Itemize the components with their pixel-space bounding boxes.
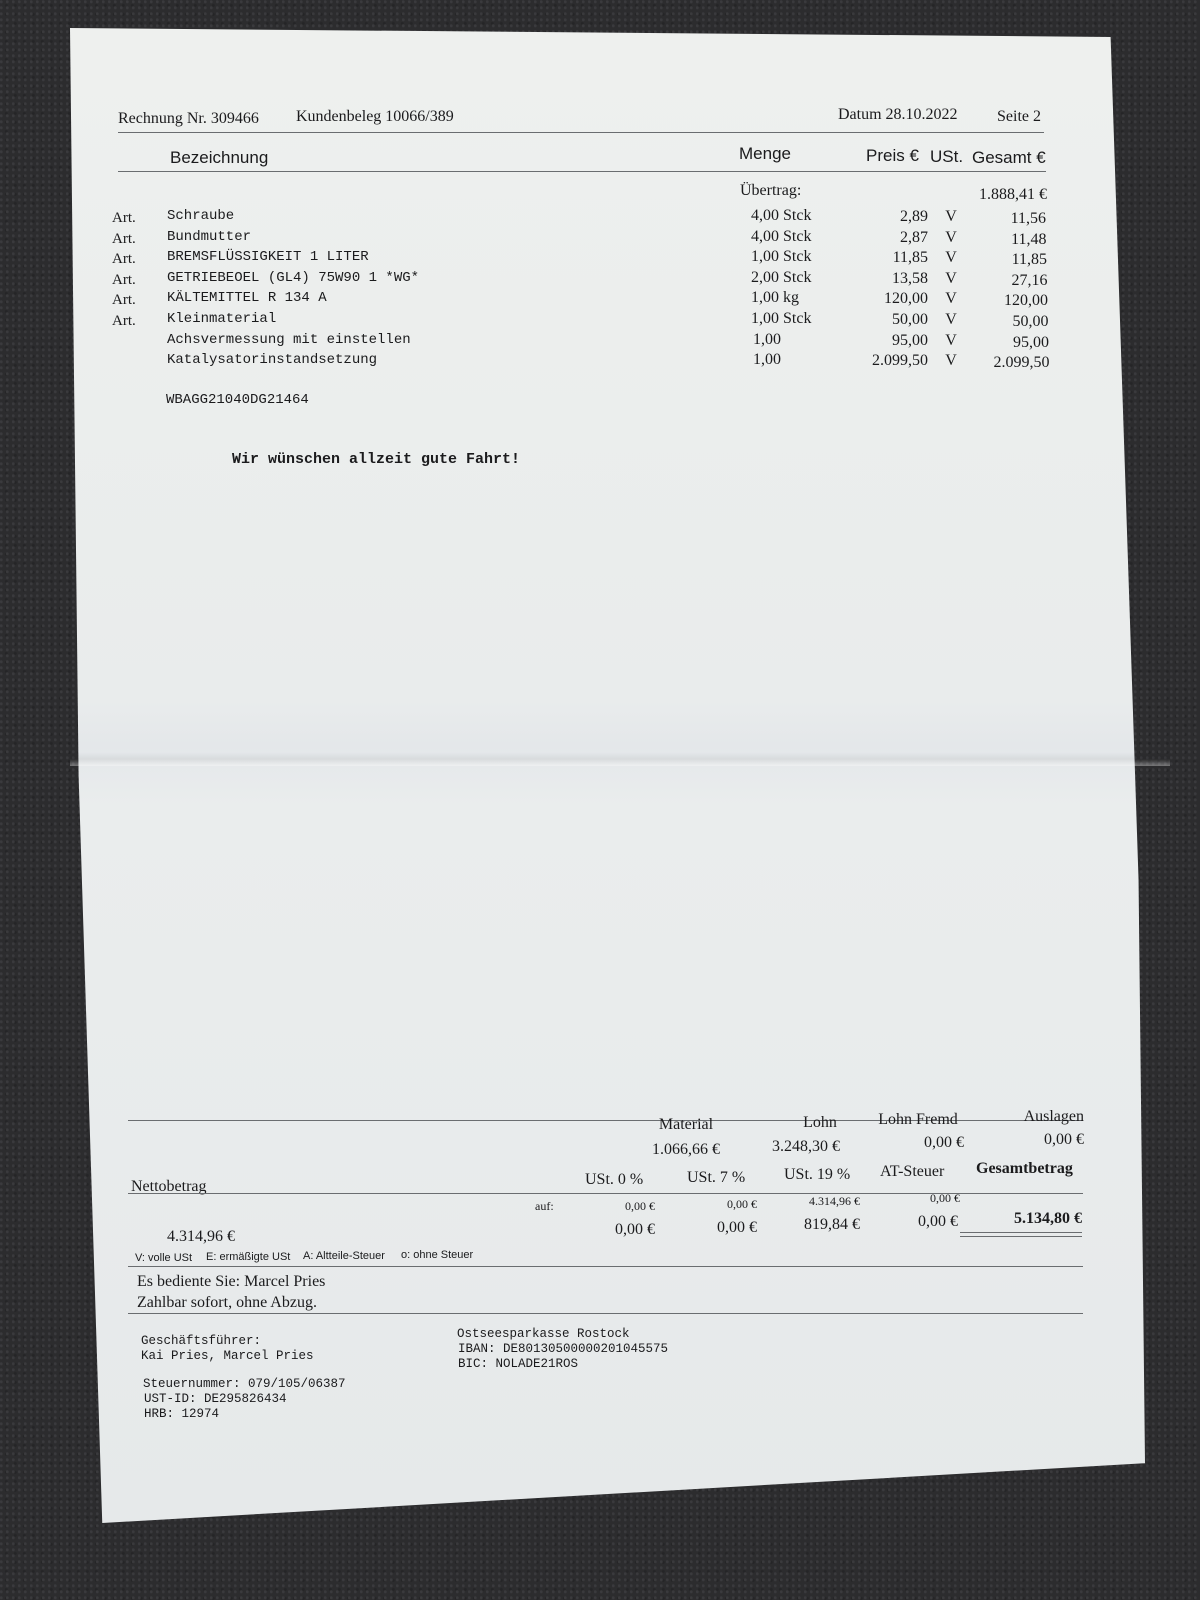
tax-at: 0,00 € bbox=[918, 1213, 958, 1230]
bank-name: Ostseesparkasse Rostock bbox=[457, 1327, 630, 1341]
item-name: Bundmutter bbox=[167, 228, 252, 245]
col-description: Bezeichnung bbox=[170, 148, 269, 167]
item-type: Art. bbox=[112, 271, 136, 288]
legend-rule bbox=[128, 1266, 1083, 1267]
header-rule bbox=[118, 132, 1044, 133]
bank-iban: IBAN: DE80130500000201045575 bbox=[458, 1342, 669, 1356]
customer-document: Kundenbeleg 10066/389 bbox=[296, 108, 454, 125]
page-number: Seite 2 bbox=[997, 108, 1041, 125]
item-price: 13,58 bbox=[892, 269, 928, 287]
item-price: 95,00 bbox=[892, 331, 928, 349]
expenses-label: Auslagen bbox=[1023, 1108, 1084, 1125]
item-vat: V bbox=[945, 228, 957, 246]
col-price: Preis € bbox=[866, 146, 919, 165]
columns-rule bbox=[118, 171, 1046, 172]
commercial-register: HRB: 12974 bbox=[144, 1407, 220, 1421]
managing-directors-names: Kai Pries, Marcel Pries bbox=[141, 1349, 314, 1363]
base-vat19: 4.314,96 € bbox=[809, 1194, 860, 1208]
payment-rule bbox=[128, 1313, 1083, 1314]
item-quantity: 1,00 Stck bbox=[751, 248, 812, 266]
net-value: 4.314,96 € bbox=[167, 1228, 235, 1245]
item-quantity: 2,00 Stck bbox=[751, 268, 812, 286]
item-price: 2.099,50 bbox=[872, 352, 928, 370]
served-by: Es bediente Sie: Marcel Pries bbox=[137, 1273, 326, 1290]
item-name: GETRIEBEOEL (GL4) 75W90 1 *WG* bbox=[167, 269, 420, 286]
item-vat: V bbox=[945, 352, 957, 370]
item-quantity: 1,00 bbox=[753, 330, 781, 348]
vat0-label: USt. 0 % bbox=[585, 1171, 644, 1188]
item-price: 50,00 bbox=[892, 311, 928, 328]
item-vat: V bbox=[945, 311, 957, 328]
col-vat: USt. bbox=[930, 147, 964, 166]
item-name: BREMSFLÜSSIGKEIT 1 LITER bbox=[167, 249, 369, 266]
item-type: Art. bbox=[112, 313, 136, 329]
paper-fold bbox=[70, 752, 1170, 766]
base-vat7: 0,00 € bbox=[727, 1197, 757, 1211]
item-total: 120,00 bbox=[1004, 292, 1048, 310]
tax-vat7: 0,00 € bbox=[717, 1219, 757, 1236]
carryover-label: Übertrag: bbox=[740, 182, 802, 199]
item-quantity: 4,00 Stck bbox=[751, 207, 812, 224]
grand-total-underline-2 bbox=[960, 1236, 1082, 1237]
item-vat: V bbox=[945, 331, 957, 349]
expenses-value: 0,00 € bbox=[1044, 1131, 1084, 1148]
vat-id: UST-ID: DE295826434 bbox=[144, 1392, 287, 1406]
item-type: Art. bbox=[112, 292, 136, 309]
grand-total-underline-1 bbox=[960, 1232, 1082, 1233]
item-name: KÄLTEMITTEL R 134 A bbox=[167, 290, 327, 307]
greeting: Wir wünschen allzeit gute Fahrt! bbox=[232, 451, 521, 468]
grand-total-value: 5.134,80 € bbox=[1014, 1210, 1082, 1227]
payment-terms: Zahlbar sofort, ohne Abzug. bbox=[137, 1294, 317, 1311]
carryover-value: 1.888,41 € bbox=[979, 186, 1047, 203]
item-vat: V bbox=[945, 208, 957, 225]
item-price: 2,89 bbox=[900, 208, 928, 225]
item-total: 11,48 bbox=[1011, 230, 1047, 248]
legend-reduced-vat: E: ermäßigte USt bbox=[206, 1251, 291, 1263]
vat7-label: USt. 7 % bbox=[687, 1169, 746, 1186]
item-price: 2,87 bbox=[900, 228, 928, 246]
tax-vat19: 819,84 € bbox=[804, 1216, 860, 1233]
legend-used-parts-tax: A: Altteile-Steuer bbox=[303, 1250, 385, 1262]
item-name: Katalysatorinstandsetzung bbox=[167, 352, 378, 369]
grand-total-label: Gesamtbetrag bbox=[976, 1160, 1073, 1177]
item-total: 50,00 bbox=[1012, 313, 1049, 330]
item-type: Art. bbox=[112, 251, 136, 268]
col-quantity: Menge bbox=[739, 144, 791, 163]
vat19-label: USt. 19 % bbox=[784, 1166, 851, 1183]
material-label: Material bbox=[658, 1116, 714, 1133]
item-quantity: 1,00 bbox=[753, 351, 781, 369]
item-quantity: 1,00 Stck bbox=[751, 310, 812, 327]
labor-external-value: 0,00 € bbox=[924, 1134, 964, 1151]
item-vat: V bbox=[945, 249, 957, 267]
item-quantity: 1,00 kg bbox=[751, 289, 799, 307]
invoice-date: Datum 28.10.2022 bbox=[838, 106, 958, 123]
item-price: 11,85 bbox=[892, 249, 928, 267]
item-total: 95,00 bbox=[1013, 333, 1049, 351]
item-name: Kleinmaterial bbox=[167, 311, 277, 327]
col-total: Gesamt € bbox=[972, 148, 1046, 167]
net-label: Nettobetrag bbox=[131, 1178, 207, 1195]
legend-no-tax: o: ohne Steuer bbox=[401, 1249, 474, 1261]
at-tax-label: AT-Steuer bbox=[880, 1163, 945, 1180]
base-vat0: 0,00 € bbox=[625, 1199, 655, 1213]
tax-number: Steuernummer: 079/105/06387 bbox=[143, 1377, 346, 1391]
item-type: Art. bbox=[112, 230, 136, 247]
item-quantity: 4,00 Stck bbox=[751, 227, 812, 245]
item-name: Achsvermessung mit einstellen bbox=[167, 331, 411, 348]
item-total: 11,56 bbox=[1010, 210, 1046, 227]
legend-full-vat: V: volle USt bbox=[135, 1252, 193, 1264]
labor-label: Lohn bbox=[803, 1114, 837, 1131]
labor-value: 3.248,30 € bbox=[772, 1138, 840, 1155]
item-total: 27,16 bbox=[1011, 271, 1048, 289]
bank-bic: BIC: NOLADE21ROS bbox=[458, 1357, 579, 1371]
item-vat: V bbox=[945, 269, 957, 287]
managing-directors-label: Geschäftsführer: bbox=[141, 1334, 262, 1348]
labor-external-label: Lohn Fremd bbox=[878, 1111, 958, 1128]
vehicle-vin: WBAGG21040DG21464 bbox=[166, 392, 309, 408]
item-type: Art. bbox=[112, 210, 136, 226]
base-at: 0,00 € bbox=[930, 1191, 960, 1205]
invoice-number: Rechnung Nr. 309466 bbox=[118, 110, 259, 127]
item-name: Schraube bbox=[167, 208, 235, 224]
item-vat: V bbox=[945, 290, 957, 308]
on-label: auf: bbox=[535, 1199, 554, 1213]
item-price: 120,00 bbox=[884, 290, 928, 308]
item-total: 11,85 bbox=[1011, 251, 1047, 269]
tax-vat0: 0,00 € bbox=[615, 1221, 655, 1238]
material-value: 1.066,66 € bbox=[652, 1141, 720, 1158]
item-total: 2.099,50 bbox=[993, 354, 1050, 372]
